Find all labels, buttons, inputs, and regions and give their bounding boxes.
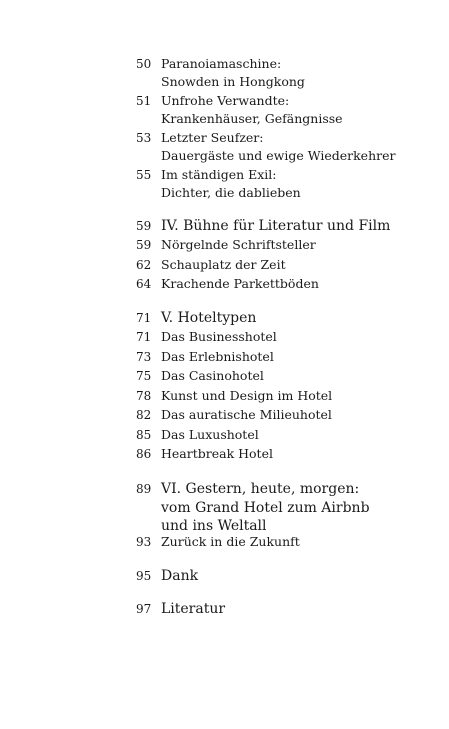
entry-title: Heartbreak Hotel bbox=[161, 446, 273, 461]
entry-title: Snowden in Hongkong bbox=[161, 74, 305, 89]
page-number: 71 bbox=[136, 330, 152, 344]
entry-title: Das Erlebnishotel bbox=[161, 349, 274, 364]
page-number: 59 bbox=[136, 219, 152, 233]
entry-title: Das Casinohotel bbox=[161, 368, 264, 383]
section-title: IV. Bühne für Literatur und Film bbox=[161, 218, 391, 234]
entry-title: Krankenhäuser, Gefängnisse bbox=[161, 111, 343, 126]
page-number: 59 bbox=[136, 238, 152, 252]
page-number: 75 bbox=[136, 369, 152, 383]
section-title: Literatur bbox=[161, 601, 226, 617]
entry-title: Im ständigen Exil: bbox=[161, 167, 277, 182]
entry-title: Kunst und Design im Hotel bbox=[161, 388, 333, 403]
section-title: und ins Weltall bbox=[161, 518, 267, 534]
page-number: 82 bbox=[136, 408, 152, 422]
section-title: V. Hoteltypen bbox=[161, 310, 257, 326]
page-number: 55 bbox=[136, 168, 152, 182]
entry-title: Letzter Seufzer: bbox=[161, 130, 264, 145]
entry-title: Unfrohe Verwandte: bbox=[161, 93, 290, 108]
page-number: 51 bbox=[136, 94, 152, 108]
page-number: 95 bbox=[136, 569, 152, 583]
page-number: 78 bbox=[136, 389, 152, 403]
entry-title: Das auratische Milieuhotel bbox=[161, 407, 332, 422]
page-number: 53 bbox=[136, 131, 152, 145]
entry-title: Dauergäste und ewige Wiederkehrer bbox=[161, 148, 396, 163]
page-number: 50 bbox=[136, 57, 152, 71]
entry-title: Krachende Parkettböden bbox=[161, 276, 319, 291]
entry-title: Zurück in die Zukunft bbox=[161, 534, 300, 549]
page-number: 86 bbox=[136, 447, 152, 461]
entry-title: Das Luxushotel bbox=[161, 427, 259, 442]
page-number: 64 bbox=[136, 277, 152, 291]
section-title: VI. Gestern, heute, morgen: bbox=[161, 481, 360, 497]
page-number: 93 bbox=[136, 535, 152, 549]
page-number: 89 bbox=[136, 482, 152, 496]
entry-title: Das Businesshotel bbox=[161, 329, 277, 344]
page-number: 73 bbox=[136, 350, 152, 364]
entry-title: Nörgelnde Schriftsteller bbox=[161, 237, 316, 252]
page-number: 71 bbox=[136, 311, 152, 325]
page-number: 85 bbox=[136, 428, 152, 442]
page-number: 97 bbox=[136, 602, 152, 616]
page-number: 62 bbox=[136, 258, 152, 272]
section-title: vom Grand Hotel zum Airbnb bbox=[161, 499, 370, 516]
entry-title: Paranoiamaschine: bbox=[161, 56, 282, 71]
entry-title: Schauplatz der Zeit bbox=[161, 257, 286, 272]
section-title: Dank bbox=[161, 568, 199, 584]
entry-title: Dichter, die dablieben bbox=[161, 185, 301, 200]
